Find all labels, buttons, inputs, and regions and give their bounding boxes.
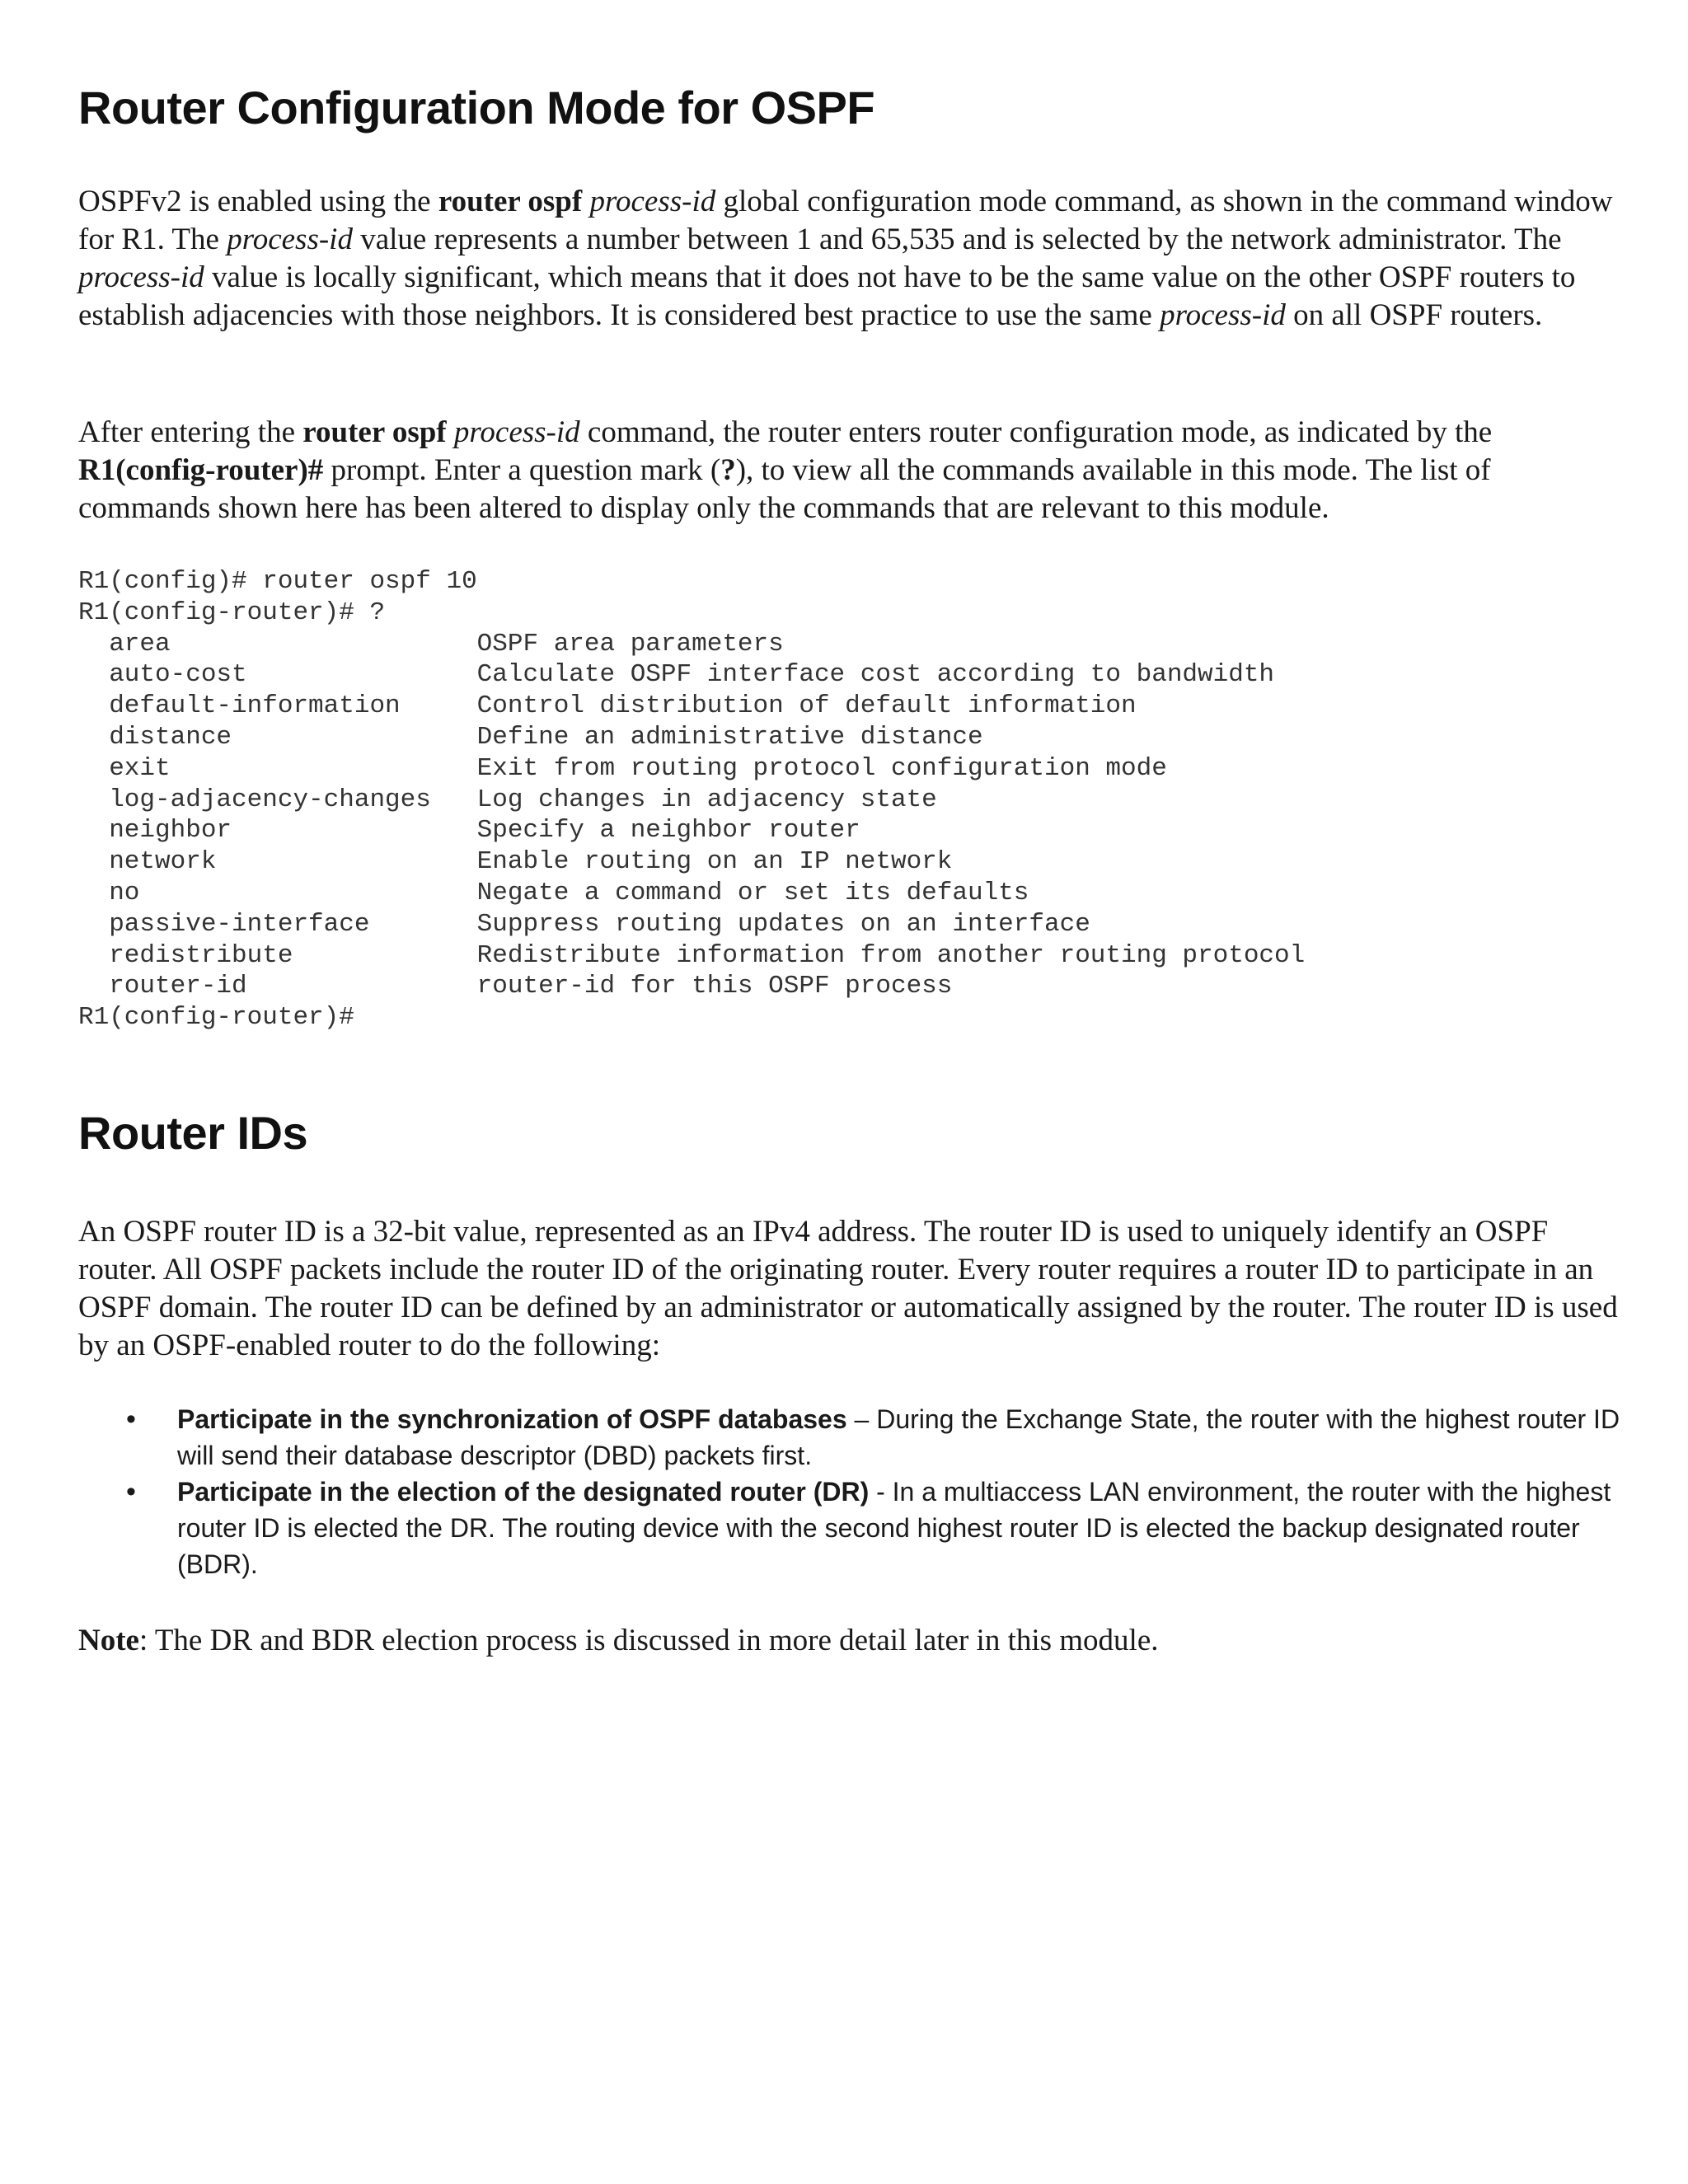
- note-text: : The DR and BDR election process is discussed in more detail later in this module.: [138, 1624, 1159, 1657]
- list-item-text: – During the Exchange State, the router with the highest router ID will send their database descriptor (DBD) packets first.: [177, 1404, 1620, 1470]
- command-router-ospf: router ospf: [438, 185, 583, 218]
- text-run: [447, 415, 454, 449]
- process-id-term: process-id: [1160, 298, 1286, 332]
- note-label: Note: [78, 1624, 139, 1657]
- text-run: After entering the: [78, 415, 303, 449]
- paragraph-ospfv2-enable: [78, 183, 1628, 335]
- text-run: value is locally significant, which means that it does not have to be the same value on the other OSPF routers to establish adjacencies with those neighbors. It is considered best practice to use the same: [78, 260, 1576, 332]
- list-item-text: - In a multiaccess LAN environment, the router with the highest router ID is elected the DR. The routing device with the second highest router ID is elected the backup designated router (BDR).: [177, 1477, 1611, 1579]
- process-id-term: process-id: [589, 185, 716, 218]
- question-mark: ?: [720, 453, 736, 487]
- process-id-term: process-id: [227, 223, 353, 256]
- text-run: on all OSPF routers.: [1285, 298, 1543, 332]
- list-item-lead: Participate in the election of the designated router (DR): [177, 1477, 870, 1507]
- note-paragraph: [78, 1622, 1628, 1660]
- process-id-term: process-id: [453, 415, 580, 449]
- cli-command-output: R1(config)# router ospf 10 R1(config-router)# ? area OSPF area parameters auto-cost Calculate OSPF interface cost according to bandwidth default-information Control distribution of default information distance Define an administrative distance exit Exit from routing protocol configuration mode log-adjacency-changes Log changes in adjacency state neighbor Specify a neighbor router network Enable routing on an IP network no Negate a command or set its defaults passive-interface Suppress routing updates on an interface redistribute Redistribute information from another routing protocol router-id router-id for this OSPF process R1(config-router)#: [78, 567, 1306, 1033]
- section-title-router-ids: Router IDs: [78, 1107, 308, 1159]
- bullet-icon: •: [126, 1404, 136, 1435]
- bullet-icon: •: [126, 1476, 136, 1507]
- text-run: command, the router enters router configuration mode, as indicated by the: [579, 415, 1493, 449]
- section-title-router-configuration-mode: Router Configuration Mode for OSPF: [78, 82, 875, 134]
- list-item: [78, 1401, 1628, 1474]
- paragraph-router-id-definition: An OSPF router ID is a 32-bit value, represented as an IPv4 address. The router ID is used to uniquely identify an OSPF router. All OSPF packets include the router ID of the originating router. Every router requires a router ID to participate in an OSPF domain. The router ID can be defined by an administrator or automatically assigned by the router. The router ID is used by an OSPF-enabled router to do the following:: [78, 1215, 1618, 1362]
- text-run: ), to view all the commands available in this mode. The list of commands shown here has been altered to display only the commands that are relevant to this module.: [78, 453, 1491, 525]
- text-run: value represents a number between 1 and 65,535 and is selected by the network administrator. The: [352, 223, 1562, 256]
- text-run: global configuration mode command, as shown in the command window for R1. The: [78, 185, 1613, 256]
- list-item: [78, 1474, 1628, 1582]
- paragraph-router-config-mode: [78, 414, 1628, 527]
- text-run: OSPFv2 is enabled using the: [78, 185, 438, 218]
- list-item-lead: Participate in the synchronization of OSPF databases: [177, 1404, 847, 1434]
- config-router-prompt: R1(config-router)#: [78, 453, 324, 487]
- router-id-uses-list: [78, 1401, 1628, 1582]
- text-run: prompt. Enter a question mark (: [323, 453, 721, 487]
- process-id-term: process-id: [78, 260, 204, 294]
- command-router-ospf: router ospf: [302, 415, 447, 449]
